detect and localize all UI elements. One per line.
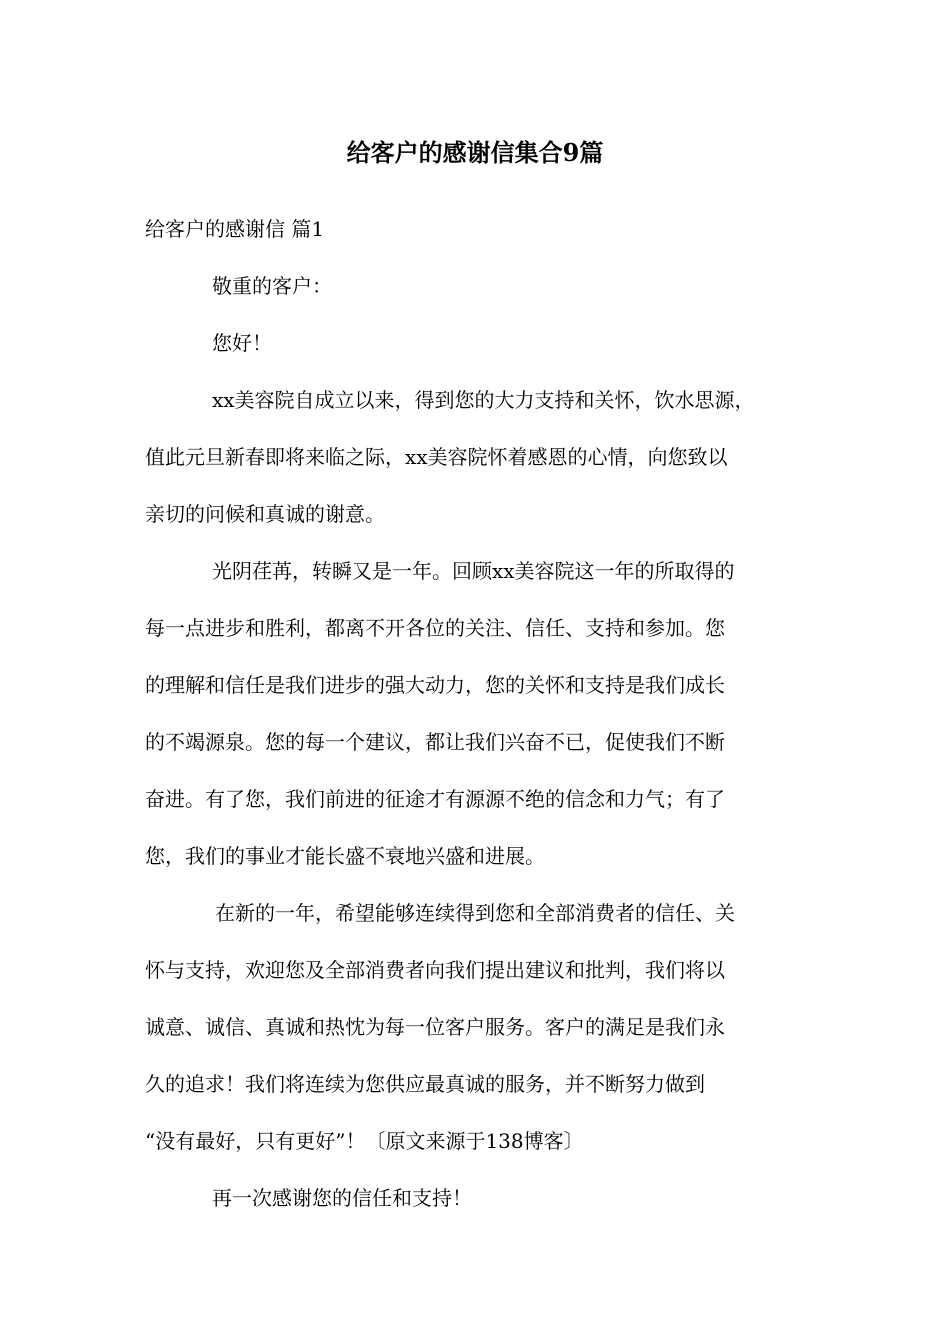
document-body	[145, 201, 815, 1227]
paragraph-3	[145, 885, 815, 1170]
paragraph-line: 亲切的问候和真诚的谢意。	[145, 502, 385, 526]
paragraph-line: 怀与支持，欢迎您及全部消费者向我们提出建议和批判，我们将以	[145, 958, 725, 982]
paragraph-4: 再一次感谢您的信任和支持！	[212, 1186, 472, 1210]
paragraph-line: 每一点进步和胜利，都离不开各位的关注、信任、支持和参加。您	[145, 616, 725, 640]
paragraph-line: 久的追求！我们将连续为您供应最真诚的服务，并不断努力做到	[145, 1072, 705, 1096]
section-heading: 给客户的感谢信 篇1	[145, 217, 325, 241]
paragraph-line: 的不竭源泉。您的每一个建议，都让我们兴奋不已，促使我们不断	[145, 730, 725, 754]
paragraph-line: 的理解和信任是我们进步的强大动力，您的关怀和支持是我们成长	[145, 673, 725, 697]
paragraph-line: xx美容院自成立以来，得到您的大力支持和关怀，饮水思源，	[212, 388, 755, 412]
greeting: 您好！	[212, 331, 272, 355]
paragraph-line: 您，我们的事业才能长盛不衰地兴盛和进展。	[145, 844, 545, 868]
paragraph-line: 诚意、诚信、真诚和热忱为每一位客户服务。客户的满足是我们永	[145, 1015, 725, 1039]
document-title: 给客户的感谢信集合9篇	[346, 138, 604, 167]
paragraph-2	[145, 543, 815, 885]
paragraph-1	[145, 372, 815, 543]
paragraph-line: “没有最好，只有更好”！〔原文来源于138博客〕	[145, 1129, 584, 1153]
paragraph-line: 光阴荏苒，转瞬又是一年。回顾xx美容院这一年的所取得的	[212, 559, 735, 583]
paragraph-line: 值此元旦新春即将来临之际，xx美容院怀着感恩的心情，向您致以	[145, 445, 728, 469]
salutation: 敬重的客户：	[212, 274, 332, 298]
paragraph-line: 奋进。有了您，我们前进的征途才有源源不绝的信念和力气；有了	[145, 787, 725, 811]
paragraph-line: 在新的一年，希望能够连续得到您和全部消费者的信任、关	[215, 901, 735, 925]
